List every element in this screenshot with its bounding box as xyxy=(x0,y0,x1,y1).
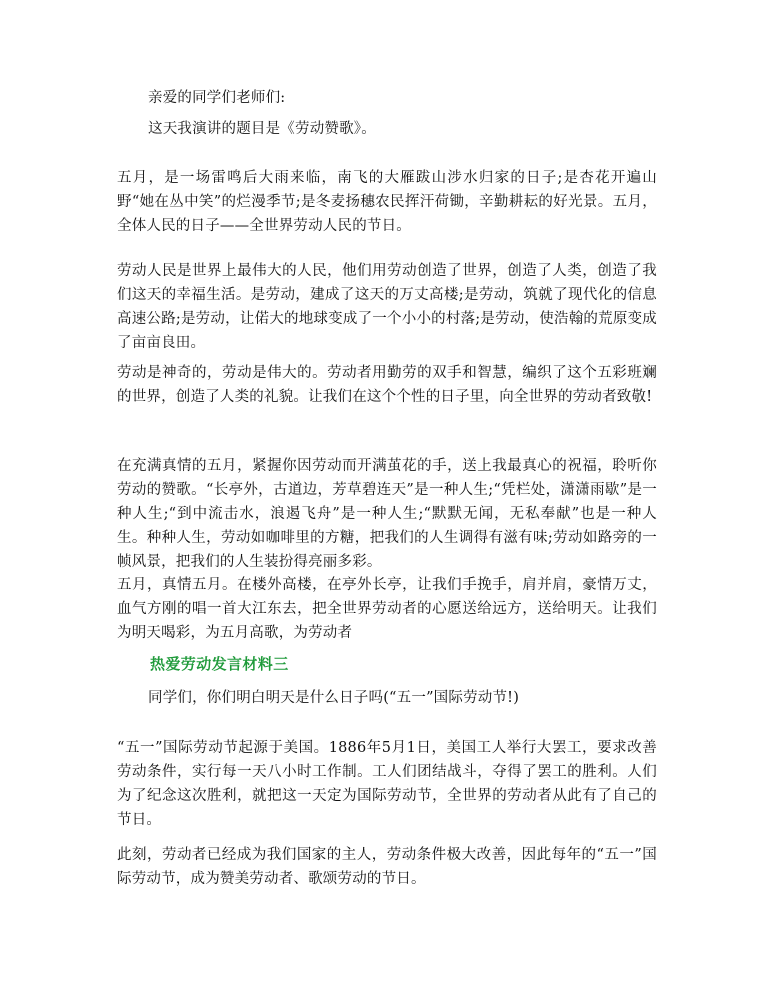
section-title: 热爱劳动发言材料三 xyxy=(150,655,289,673)
section-intro: 同学们，你们明白明天是什么日子吗(“五一”国际劳动节!) xyxy=(148,690,520,706)
greeting: 亲爱的同学们老师们: xyxy=(148,90,286,106)
speech-intro: 这天我演讲的题目是《劳动赞歌》。 xyxy=(148,121,376,137)
paragraph-true-may: 在充满真情的五月，紧握你因劳动而开满茧花的手，送上我最真心的祝福，聆听你劳动的赞歌。“长亭外，古道边，芳草碧连天”是一种人生;“凭栏处，潇潇雨歇”是一种人生;“到中流击水，浪遏飞舟”是一种人生;“默默无闻，无私奉献”也是一种人生。种种人生，劳动如咖啡里的方糖，把我们的人生调得有滋有味;劳动如路旁的一帧风景，把我们的人生装扮得亮丽多彩。 xyxy=(117,458,657,570)
paragraph-may: 五月，是一场雷鸣后大雨来临，南飞的大雁跋山涉水归家的日子;是杏花开遍山野“她在丛中笑”的烂漫季节;是冬麦扬穗农民挥汗荷锄，辛勤耕耘的好光景。五月，全体人民的日子——全世界劳动人民的节日。 xyxy=(117,170,657,234)
paragraph-workers: 劳动人民是世界上最伟大的人民，他们用劳动创造了世界，创造了人类，创造了我们这天的幸福生活。是劳动，建成了这天的万丈高楼;是劳动，筑就了现代化的信息高速公路;是劳动，让偌大的地球变成了一个小小的村落;是劳动，使浩翰的荒原变成了亩亩良田。 xyxy=(117,263,657,351)
paragraph-origin: “五一”国际劳动节起源于美国。1886年5月1日，美国工人举行大罢工，要求改善劳动条件，实行每一天八小时工作制。工人们团结战斗，夺得了罢工的胜利。人们为了纪念这次胜利，就把这一天定为国际劳动节，全世界的劳动者从此有了自己的节日。 xyxy=(117,740,657,828)
paragraph-now: 此刻，劳动者已经成为我们国家的主人，劳动条件极大改善，因此每年的“五一”国际劳动节，成为赞美劳动者、歌颂劳动的节日。 xyxy=(117,847,657,887)
paragraph-labor-wonder: 劳动是神奇的，劳动是伟大的。劳动者用勤劳的双手和智慧，编织了这个五彩班斓的世界，创造了人类的礼貌。让我们在这个个性的日子里，向全世界的劳动者致敬! xyxy=(117,365,657,405)
paragraph-cheer: 五月，真情五月。在楼外高楼，在亭外长亭，让我们手挽手，肩并肩，豪情万丈，血气方刚的唱一首大江东去，把全世界劳动者的心愿送给远方，送给明天。让我们为明天喝彩，为五月高歌，为劳动者 xyxy=(117,577,657,641)
